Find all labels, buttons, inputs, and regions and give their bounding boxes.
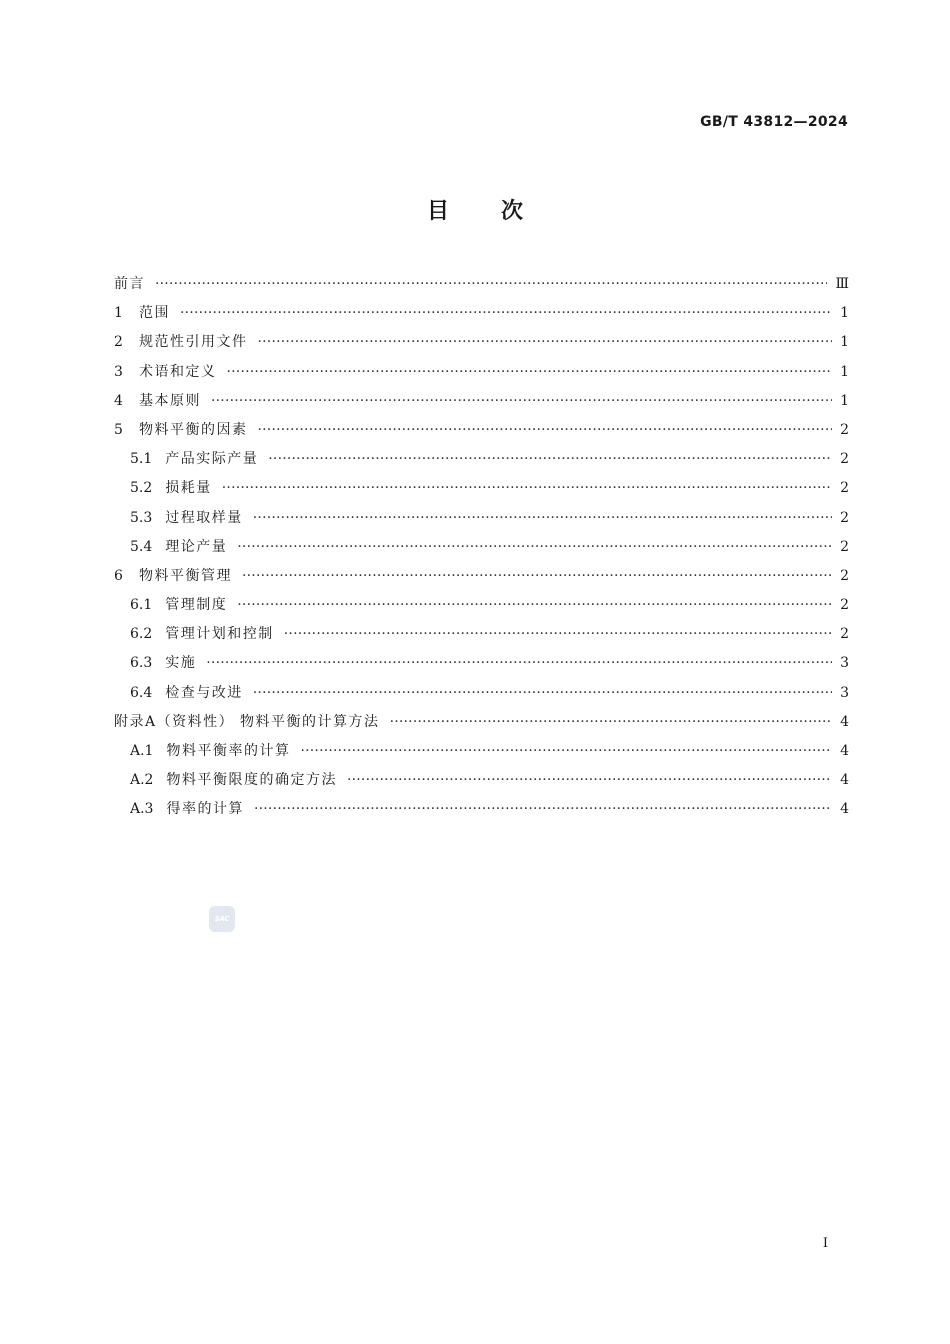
toc-entry-label: 损耗量 [165, 480, 212, 497]
toc-entry[interactable] [114, 270, 849, 299]
toc-entry-number: 5.2 [130, 480, 153, 497]
toc-entry-number: A.1 [130, 743, 154, 759]
toc-entry-number: 3 [114, 363, 123, 380]
toc-entry-page: 1 [840, 305, 849, 322]
toc-entry-label: 检查与改进 [165, 684, 243, 701]
toc-subentry[interactable] [114, 795, 849, 824]
toc-leader-dots [227, 358, 833, 387]
toc-entry-number: 5.1 [130, 451, 153, 468]
toc-entry-number: A.2 [130, 772, 154, 789]
toc-entry-label: 得率的计算 [166, 801, 244, 818]
toc-entry-number: 5.3 [130, 509, 153, 526]
toc-entry-page: 3 [840, 655, 849, 672]
toc-entry-label: 实施 [165, 655, 197, 672]
toc-entry-number: 6.3 [130, 655, 153, 672]
toc-entry-number: 5 [114, 421, 123, 438]
toc-entry-label: 术语和定义 [139, 363, 217, 380]
toc-leader-dots [390, 708, 833, 737]
toc-entry-label: 物料平衡限度的确定方法 [166, 772, 337, 789]
toc-entry-page: 1 [840, 392, 849, 409]
toc-entry-label: 管理制度 [165, 597, 228, 614]
toc-entry-number: 5.4 [130, 538, 153, 555]
toc-entry-page: 4 [840, 801, 849, 818]
toc-entry-number: 1 [114, 305, 123, 322]
toc-leader-dots [258, 416, 833, 445]
toc-subentry[interactable] [114, 533, 849, 562]
toc-entry-page: 1 [840, 334, 849, 351]
toc-leader-dots [237, 533, 832, 562]
toc-leader-dots [155, 270, 827, 299]
toc-entry-page: 2 [840, 509, 849, 526]
toc-leader-dots [347, 766, 832, 795]
toc-entry-label: 理论产量 [165, 538, 228, 555]
toc-entry-number: 6.4 [130, 684, 153, 701]
toc-entry-label: 管理计划和控制 [165, 626, 274, 643]
toc-leader-dots [253, 679, 832, 708]
toc-entry-label: 规范性引用文件 [139, 334, 248, 351]
standard-number: GB/T 43812—2024 [700, 114, 848, 130]
toc-leader-dots [237, 591, 832, 620]
toc-entry-number: 2 [114, 334, 123, 351]
toc-subentry[interactable] [114, 766, 849, 795]
toc-entry[interactable] [114, 299, 849, 328]
toc-subentry[interactable] [114, 649, 849, 678]
toc-subentry[interactable] [114, 474, 849, 503]
toc-leader-dots [284, 620, 832, 649]
toc-subentry[interactable] [114, 445, 849, 474]
toc-entry-page: 2 [840, 567, 849, 584]
toc-entry-number: A.3 [130, 801, 154, 818]
toc-entry-page: 3 [840, 684, 849, 701]
toc-entry-page: 2 [840, 480, 849, 497]
toc-entry-page: 1 [840, 363, 849, 380]
table-of-contents [114, 270, 849, 825]
toc-entry-label: 物料平衡率的计算 [166, 743, 291, 759]
toc-entry-number: 6 [114, 567, 123, 584]
toc-subentry[interactable] [114, 737, 849, 766]
toc-subentry[interactable] [114, 504, 849, 533]
toc-entry-label: 前言 [114, 276, 145, 292]
toc-entry-page: 2 [840, 421, 849, 438]
toc-entry-page: 2 [840, 451, 849, 468]
toc-leader-dots [258, 328, 833, 357]
toc-entry-page: 2 [840, 626, 849, 643]
toc-entry-label: 过程取样量 [165, 509, 243, 526]
toc-entry[interactable] [114, 328, 849, 357]
sac-watermark-text: SAC [214, 915, 230, 923]
toc-entry[interactable] [114, 416, 849, 445]
page-number: I [822, 1236, 828, 1251]
toc-entry-page: Ⅲ [835, 276, 849, 292]
toc-entry-number: 6.2 [130, 626, 153, 643]
toc-entry-page: 4 [840, 713, 849, 730]
toc-leader-dots [254, 795, 832, 824]
toc-entry[interactable] [114, 562, 849, 591]
toc-entry-label: 范围 [139, 305, 170, 322]
toc-entry-annex[interactable] [114, 708, 849, 737]
toc-leader-dots [211, 387, 832, 416]
toc-leader-dots [268, 445, 832, 474]
toc-entry-number: 6.1 [130, 597, 153, 614]
toc-subentry[interactable] [114, 620, 849, 649]
toc-leader-dots [222, 474, 832, 503]
toc-entry-label: 物料平衡的因素 [139, 421, 248, 438]
toc-entry-label: 产品实际产量 [165, 451, 259, 468]
toc-leader-dots [253, 504, 832, 533]
page-title: 目次 [426, 199, 575, 224]
toc-entry[interactable] [114, 358, 849, 387]
toc-entry-page: 4 [840, 772, 849, 789]
toc-leader-dots [206, 649, 832, 678]
toc-subentry[interactable] [114, 591, 849, 620]
sac-watermark-logo [209, 906, 235, 932]
toc-entry-page: 2 [840, 597, 849, 614]
toc-entry-page: 2 [840, 538, 849, 555]
toc-subentry[interactable] [114, 679, 849, 708]
toc-entry-label: 物料平衡管理 [139, 567, 232, 584]
toc-leader-dots [300, 737, 832, 766]
toc-entry-label: 附录A（资料性） 物料平衡的计算方法 [114, 713, 380, 730]
toc-entry[interactable] [114, 387, 849, 416]
toc-entry-number: 4 [114, 392, 123, 409]
toc-leader-dots [242, 562, 832, 591]
toc-leader-dots [180, 299, 832, 328]
toc-entry-page: 4 [840, 743, 849, 759]
toc-entry-label: 基本原则 [139, 392, 201, 409]
